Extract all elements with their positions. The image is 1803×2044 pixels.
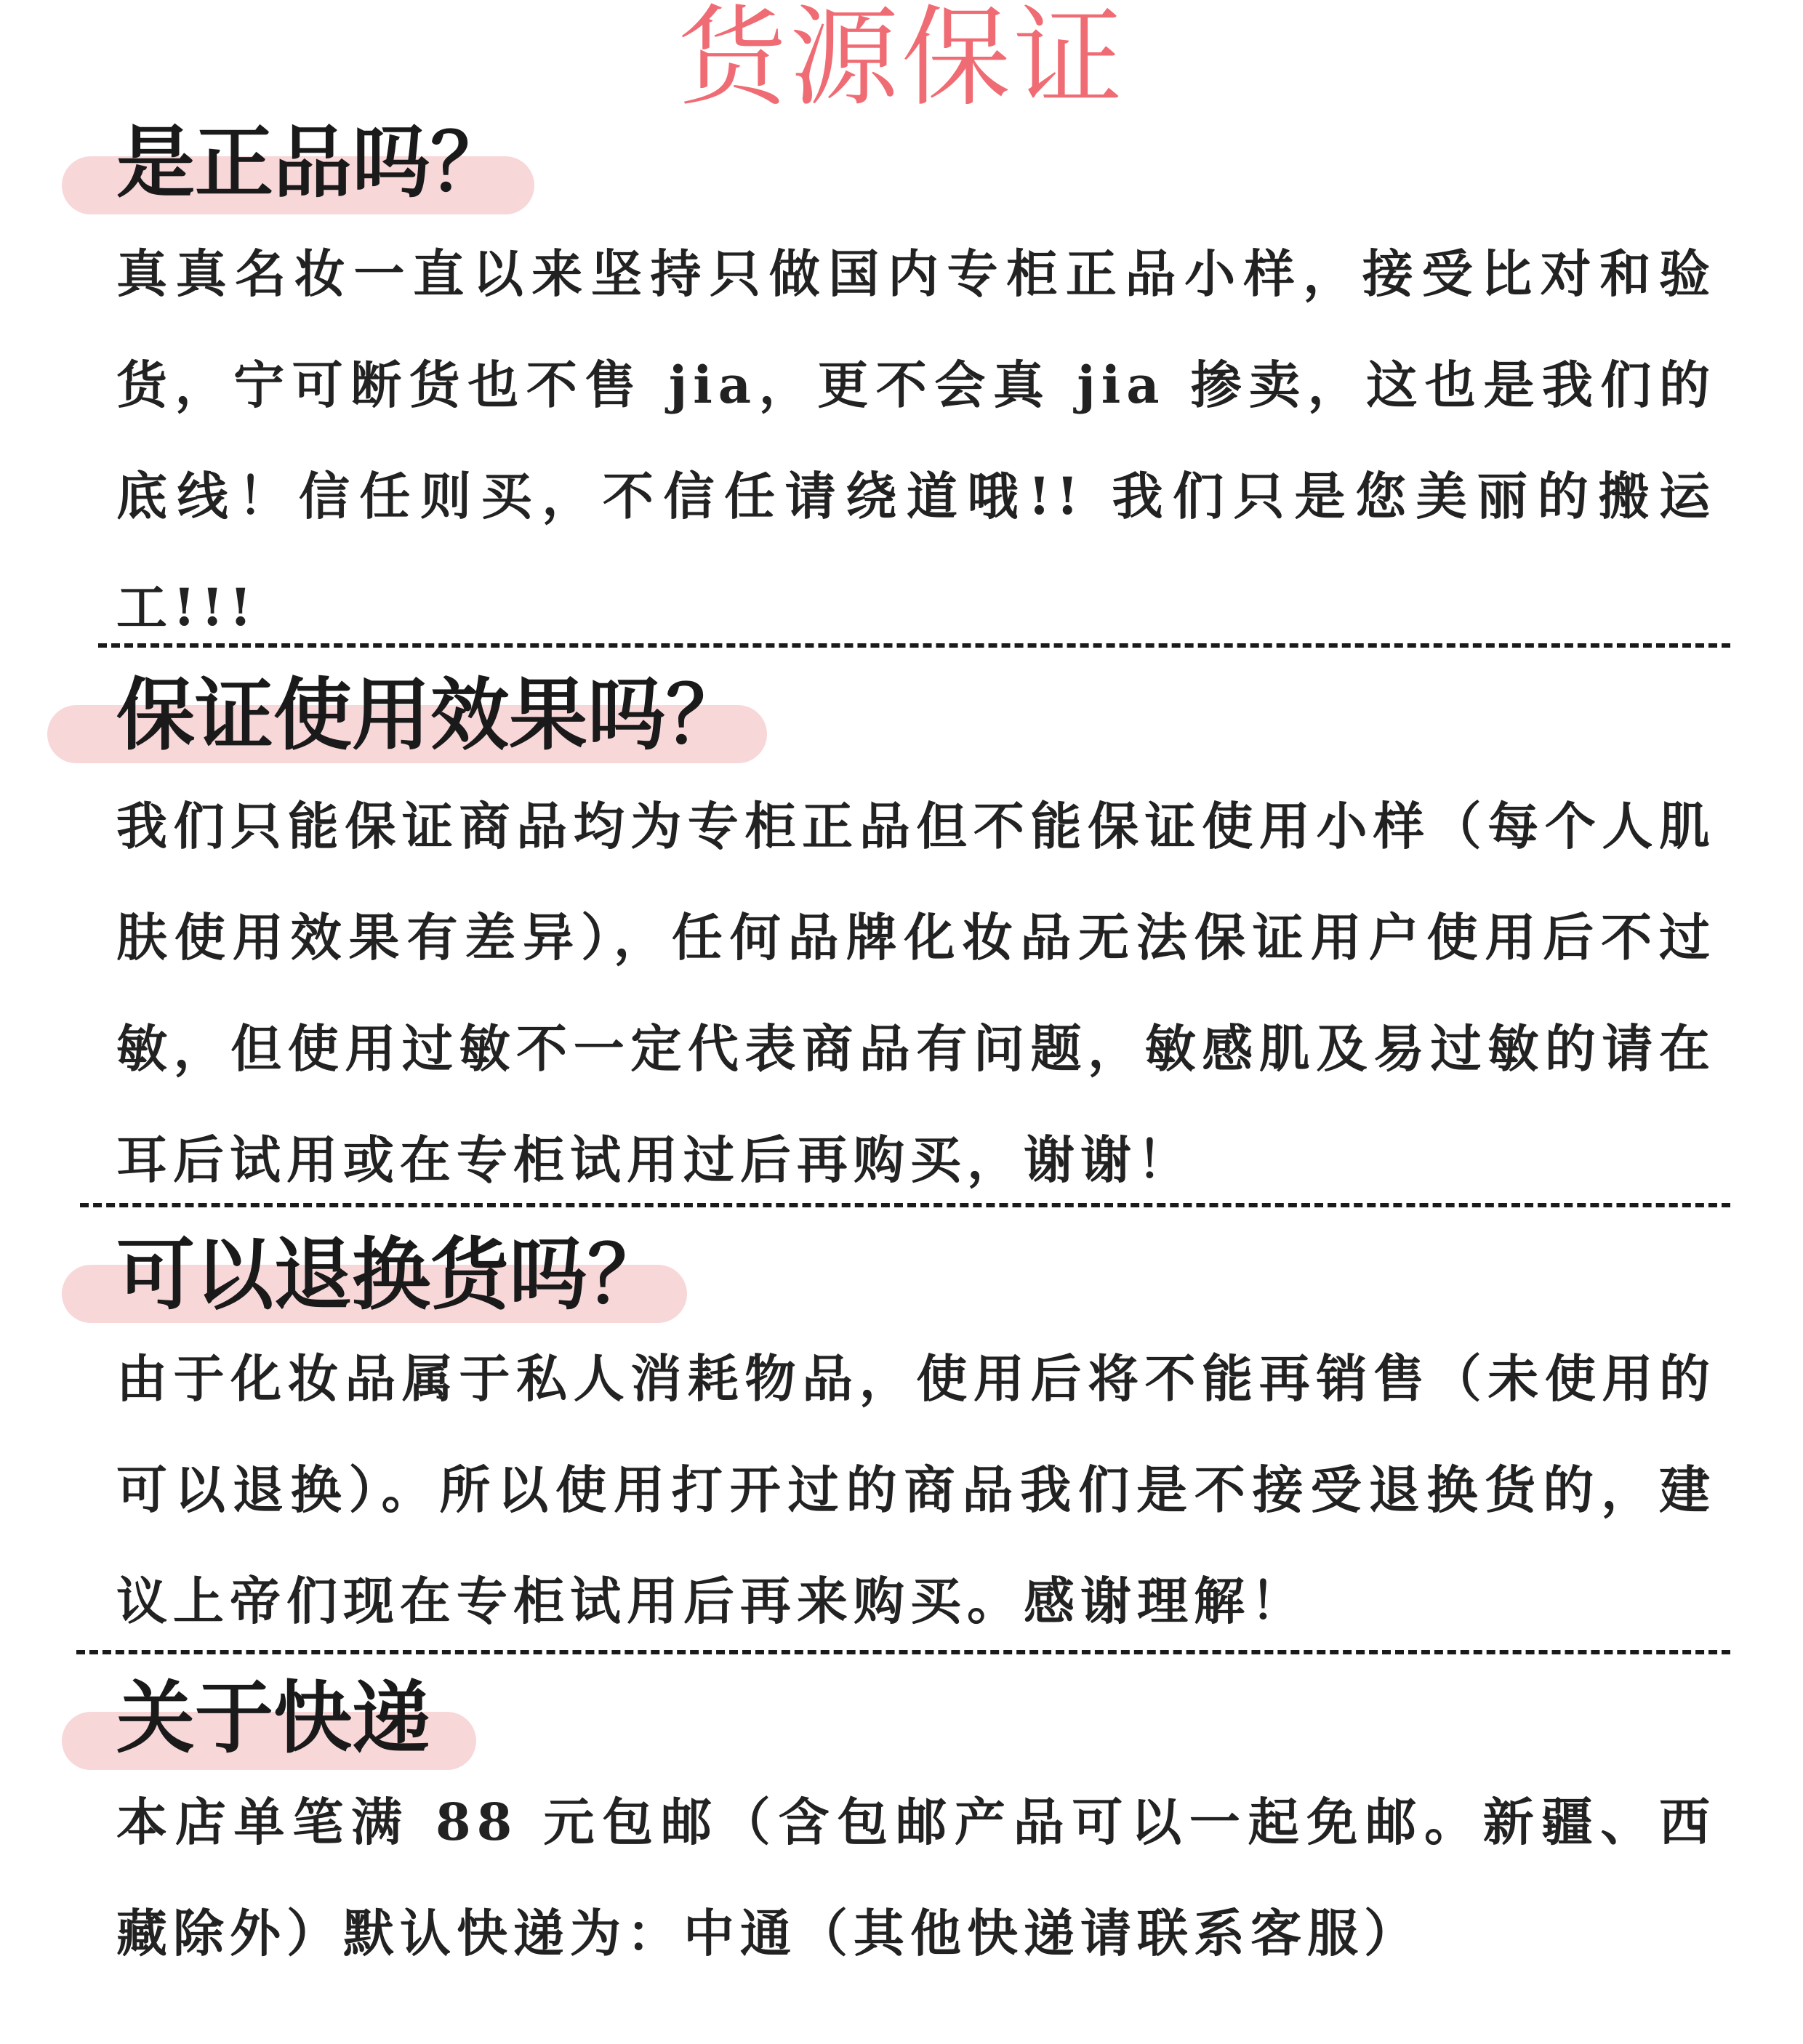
heading-text: 关于快递 [116,1673,431,1764]
dashed-divider [98,643,1730,648]
dashed-divider [76,1650,1730,1654]
dashed-divider [80,1203,1730,1207]
heading-text: 可以退换货吗？ [116,1230,667,1321]
section-body: 真真名妆一直以来坚持只做国内专柜正品小样，接受比对和验货，宁可断货也不售 jia，更不会真 jia 掺卖，这也是我们的底线！信任则买，不信任请绕道哦!! 我们只是您美丽的搬运工!!! [116,244,1716,637]
section-body: 由于化妆品属于私人消耗物品，使用后将不能再销售（未使用的可以退换）。所以使用打开过的商品我们是不接受退换货的，建议上帝们现在专柜试用后再来购买。感谢理解！ [116,1348,1716,1631]
heading-text: 保证使用效果吗？ [116,670,745,761]
section-body: 我们只能保证商品均为专柜正品但不能保证使用小样（每个人肌肤使用效果有差异），任何品牌化妆品无法保证用户使用后不过敏，但使用过敏不一定代表商品有问题，敏感肌及易过敏的请在耳后试用或在专柜试用过后再购买，谢谢！ [116,796,1716,1190]
heading-text: 是正品吗？ [116,118,510,209]
page-title: 货源保证 [677,0,1125,121]
section-body: 本店单笔满 88 元包邮（含包邮产品可以一起免邮。新疆、西藏除外）默认快递为：中通（其他快递请联系客服） [116,1792,1716,1963]
